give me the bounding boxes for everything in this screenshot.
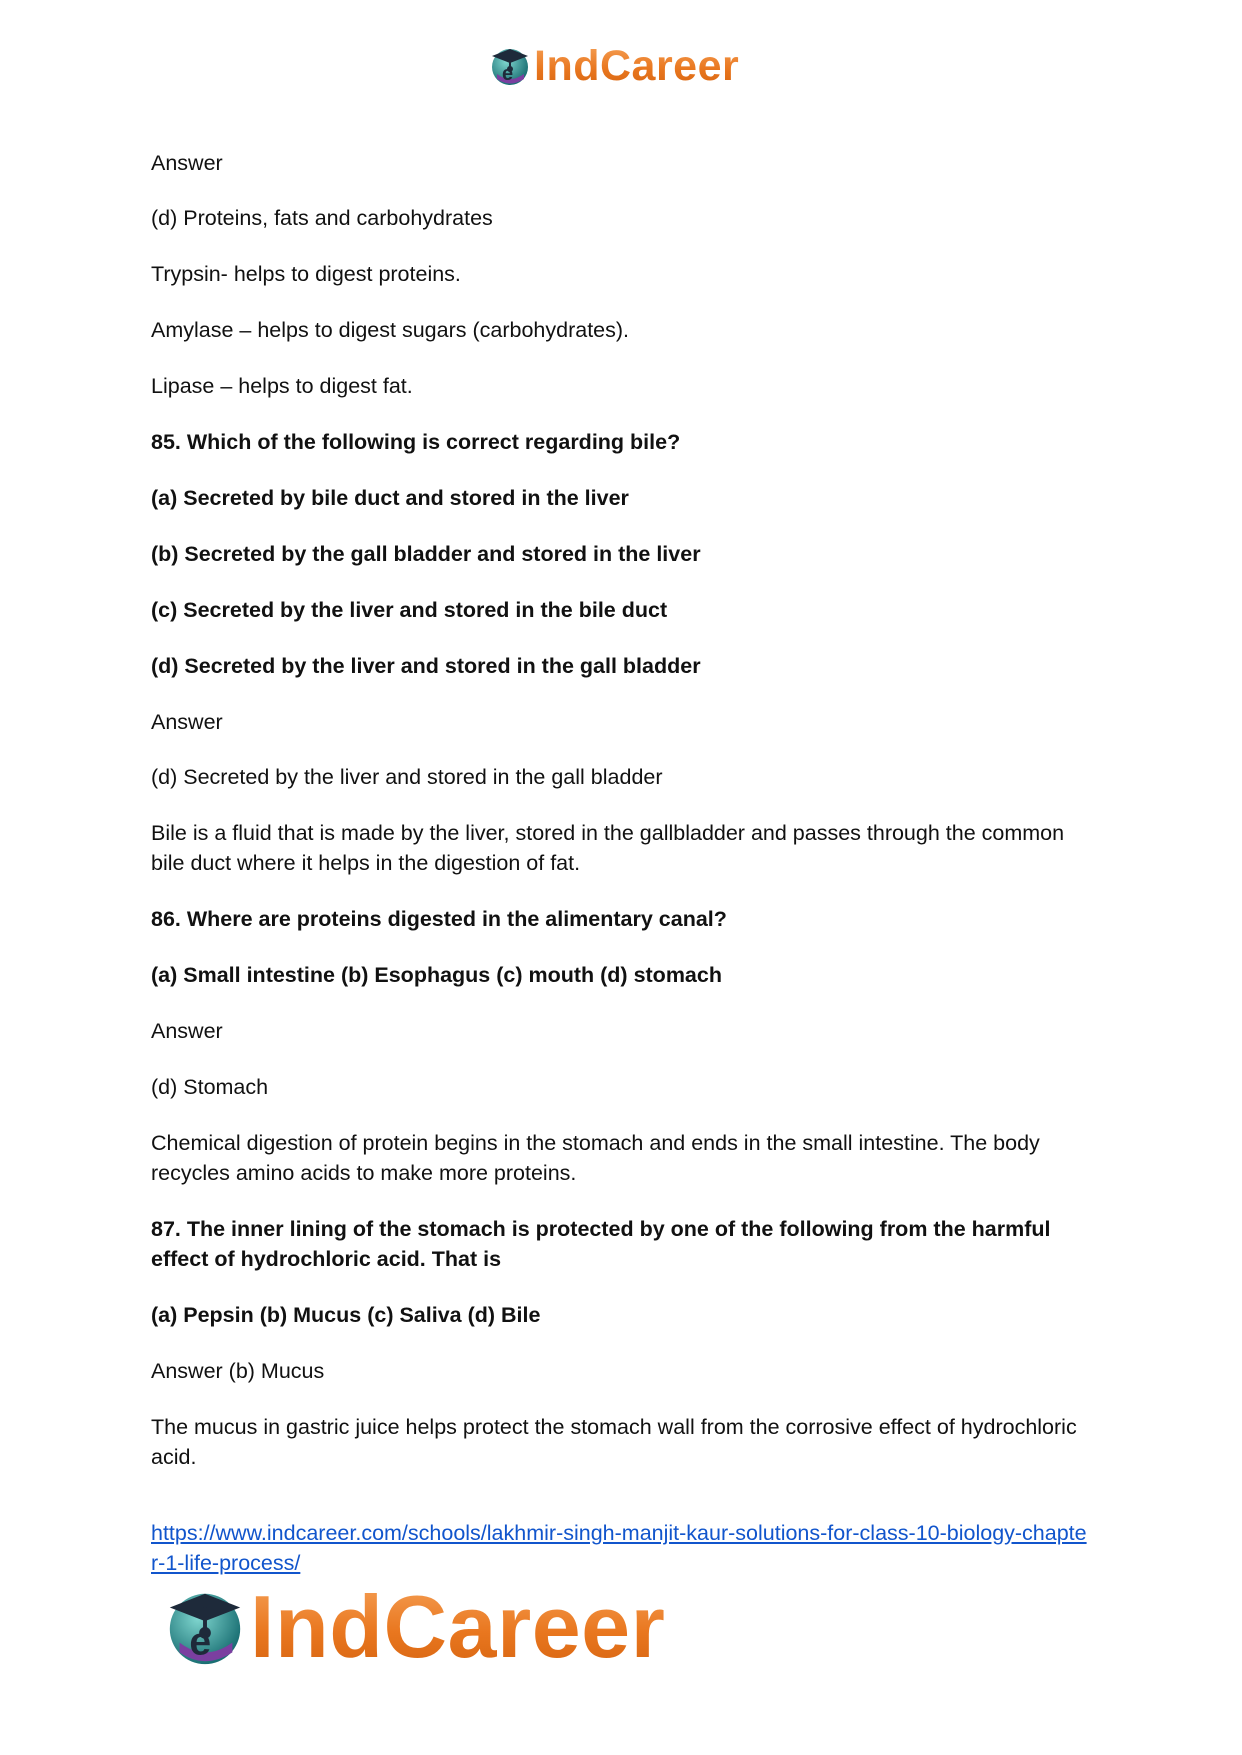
explanation-paragraph: Bile is a fluid that is made by the liver, stored in the gallbladder and passes through the common bile duct where it helps in the digestion of fat.: [151, 821, 1065, 875]
option-c: (c) Secreted by the liver and stored in the bile duct: [151, 598, 668, 622]
answer-label: Answer: [151, 151, 223, 175]
answer-text: (d) Proteins, fats and carbohydrates: [151, 206, 493, 230]
options-87: (a) Pepsin (b) Mucus (c) Saliva (d) Bile: [151, 1303, 541, 1327]
answer-label: Answer: [151, 1019, 223, 1043]
graduation-cap-globe-books-icon: [488, 44, 532, 88]
footer-logo-wordmark: IndCareer: [250, 1577, 666, 1676]
answer-text: (d) Stomach: [151, 1075, 269, 1099]
explanation-paragraph: The mucus in gastric juice helps protect the stomach wall from the corrosive effect of hydrochloric acid.: [151, 1415, 1077, 1469]
options-86: (a) Small intestine (b) Esophagus (c) mouth (d) stomach: [151, 963, 722, 987]
question-86: 86. Where are proteins digested in the alimentary canal?: [151, 907, 727, 931]
answer-text: Answer (b) Mucus: [151, 1359, 325, 1383]
option-b: (b) Secreted by the gall bladder and stored in the liver: [151, 542, 701, 566]
svg-text:e: e: [189, 1620, 212, 1664]
explanation-line: Trypsin- helps to digest proteins.: [151, 262, 461, 286]
question-87: 87. The inner lining of the stomach is protected by one of the following from the harmful effect of hydrochloric acid. That is: [151, 1217, 1051, 1271]
header-logo: [488, 40, 739, 92]
explanation-line: Lipase – helps to digest fat.: [151, 374, 413, 398]
footer-logo: [162, 1577, 666, 1676]
svg-text:e: e: [502, 63, 514, 85]
question-85: 85. Which of the following is correct regarding bile?: [151, 430, 681, 454]
option-d: (d) Secreted by the liver and stored in the gall bladder: [151, 654, 701, 678]
header-logo-wordmark: IndCareer: [534, 41, 740, 90]
explanation-paragraph: Chemical digestion of protein begins in the stomach and ends in the small intestine. The body recycles amino acids to make more proteins.: [151, 1131, 1040, 1185]
source-link[interactable]: https://www.indcareer.com/schools/lakhmir-singh-manjit-kaur-solutions-for-class-10-biology-chapter-1-life-process/: [151, 1521, 1087, 1575]
answer-label: Answer: [151, 710, 223, 734]
explanation-line: Amylase – helps to digest sugars (carbohydrates).: [151, 318, 630, 342]
graduation-cap-globe-books-icon: [162, 1584, 248, 1670]
option-a: (a) Secreted by bile duct and stored in the liver: [151, 486, 629, 510]
answer-text: (d) Secreted by the liver and stored in the gall bladder: [151, 765, 663, 789]
